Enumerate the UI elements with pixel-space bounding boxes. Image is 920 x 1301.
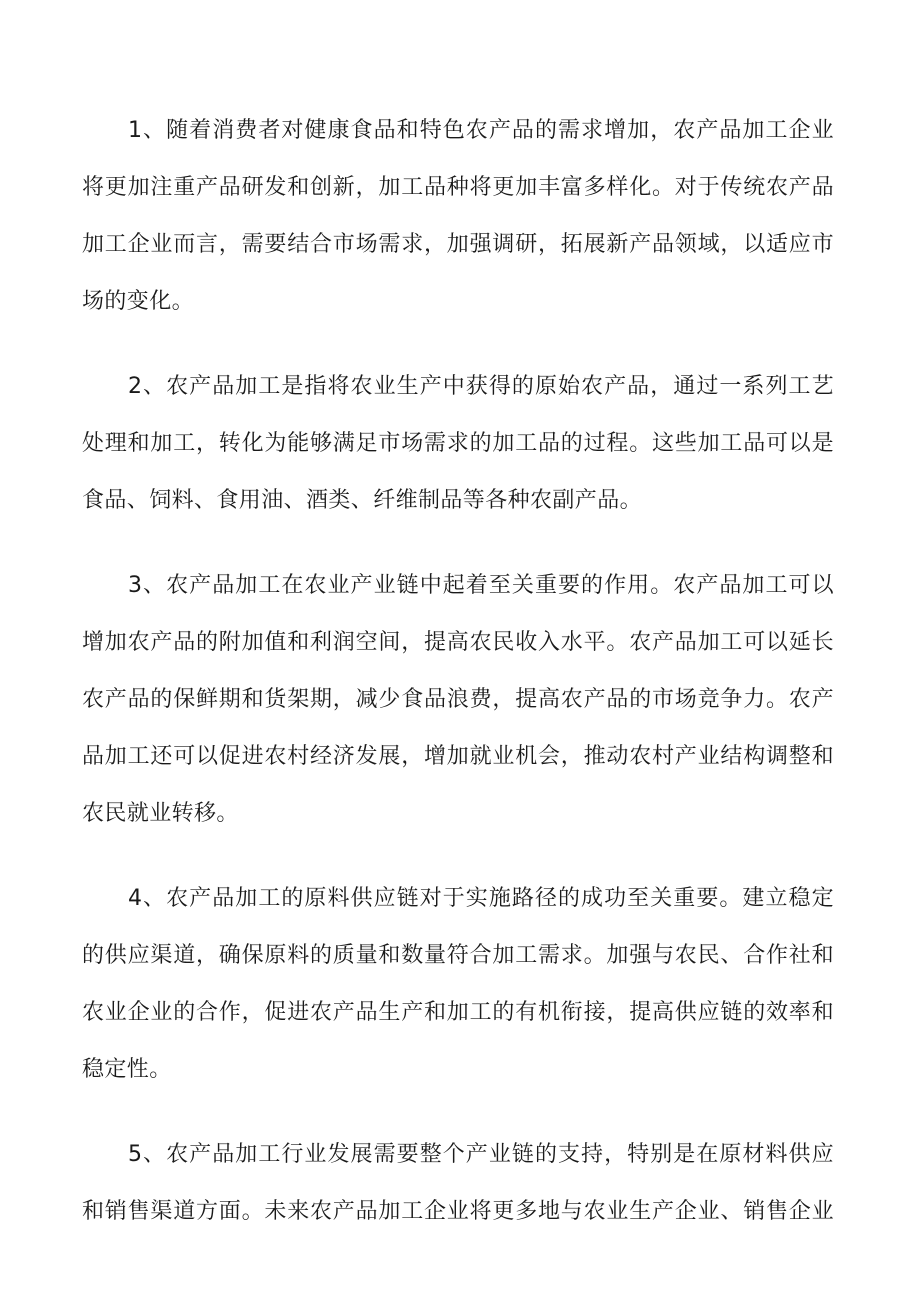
text-line: 加工企业而言，需要结合市场需求，加强调研，拓展新产品领域，以适应市	[82, 232, 834, 257]
paragraph-1	[82, 102, 834, 330]
text-line: 处理和加工，转化为能够满足市场需求的加工品的过程。这些加工品可以是	[82, 431, 834, 456]
text-line: 品加工还可以促进农村经济发展，增加就业机会，推动农村产业结构调整和	[82, 744, 834, 769]
text-line: 1、随着消费者对健康食品和特色农产品的需求增加，农产品加工企业	[128, 118, 834, 143]
paragraph-4	[82, 870, 834, 1098]
text-line: 2、农产品加工是指将农业生产中获得的原始农产品，通过一系列工艺	[128, 374, 834, 399]
text-line: 3、农产品加工在农业产业链中起着至关重要的作用。农产品加工可以	[128, 573, 834, 598]
text-line: 和销售渠道方面。未来农产品加工企业将更多地与农业生产企业、销售企业	[82, 1199, 834, 1224]
text-line: 的供应渠道，确保原料的质量和数量符合加工需求。加强与农民、合作社和	[82, 943, 834, 968]
paragraph-2	[82, 358, 834, 529]
paragraph-5	[82, 1126, 834, 1240]
text-line: 农民就业转移。	[82, 801, 239, 826]
text-line: 场的变化。	[82, 289, 195, 314]
document-page	[82, 102, 834, 1268]
paragraph-3	[82, 557, 834, 842]
text-line: 5、农产品加工行业发展需要整个产业链的支持，特别是在原材料供应	[128, 1142, 834, 1167]
text-line: 将更加注重产品研发和创新，加工品种将更加丰富多样化。对于传统农产品	[82, 175, 834, 200]
text-line: 农业企业的合作，促进农产品生产和加工的有机衔接，提高供应链的效率和	[82, 1000, 834, 1025]
text-line: 农产品的保鲜期和货架期，减少食品浪费，提高农产品的市场竞争力。农产	[82, 687, 834, 712]
text-line: 4、农产品加工的原料供应链对于实施路径的成功至关重要。建立稳定	[128, 886, 834, 911]
text-line: 食品、饲料、食用油、酒类、纤维制品等各种农副产品。	[82, 488, 643, 513]
text-line: 增加农产品的附加值和利润空间，提高农民收入水平。农产品加工可以延长	[82, 630, 834, 655]
text-line: 稳定性。	[82, 1057, 172, 1082]
